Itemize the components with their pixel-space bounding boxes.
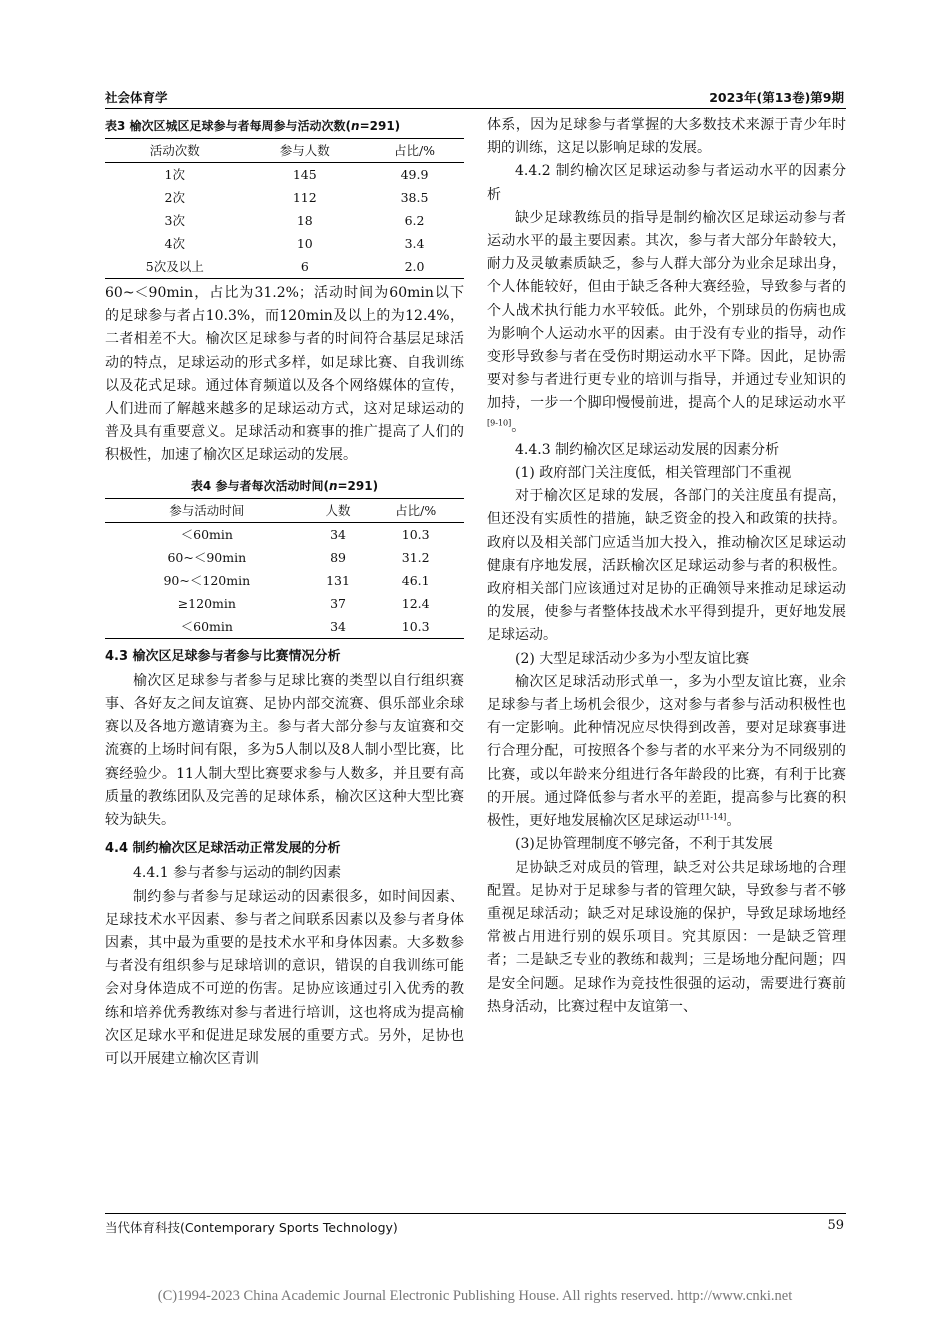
- table-cell: 38.5: [400, 190, 429, 205]
- issue-info: 2023年(第13卷)第9期: [709, 90, 844, 105]
- table-row: [105, 546, 464, 569]
- table-cell: 6.2: [404, 213, 425, 228]
- paragraph: 缺少足球教练员的指导是制约榆次区足球运动参与者运动水平的最主要因素。其次，参与者大部分年龄较大，耐力及灵敏素质缺乏，参与人群大部分为业余足球出身，个人体能较好，但由于缺乏各种大赛经验，导致参与者的个人战术执行能力水平较低。此外，个别球员的伤病也成为影响个人运动水平的因素。由于没有专业的指导，动作变形导致参与者在受伤时期运动水平下降。因此，足协需要对参与者进行更专业的培训与指导，并通过专业知识的加持，一步一个脚印慢慢前进，提高个人的足球运动水平[9-10]。: [487, 209, 846, 435]
- table-cell: 34: [330, 526, 346, 542]
- table-cell: 90~＜120min: [163, 572, 251, 588]
- table-cell: 89: [330, 549, 346, 565]
- table-cell: 145: [292, 167, 317, 182]
- table-cell: 60~＜90min: [167, 549, 247, 565]
- paragraph: 对于榆次区足球的发展，各部门的关注度虽有提高，但还没有实质性的措施，缺乏资金的投入和政策的扶持。政府以及相关部门应适当加大投入，推动榆次区足球运动健康有序地发展，活跃榆次区足球运动参与者的积极性。政府相关部门应该通过对足协的正确领导来推动足球运动的发展，使参与者整体技战术水平得到提升，更好地发展足球运动。: [487, 488, 846, 644]
- table-cell: ＜60min: [105, 615, 309, 639]
- table-cell: 46.1: [401, 572, 430, 588]
- right-column: [487, 114, 846, 1019]
- table3: [105, 138, 464, 279]
- table-row: [105, 209, 464, 232]
- table3-title: 表3 榆次区城区足球参与者每周参与活动次数(n=291): [105, 119, 401, 133]
- paragraph: 体系，因为足球参与者掌握的大多数技术来源于青少年时期的训练，这足以影响足球的发展。: [487, 117, 846, 157]
- page-number: 59: [827, 1218, 844, 1233]
- table-cell: 3次: [164, 213, 185, 228]
- table-cell: 31.2: [401, 549, 430, 565]
- table-header-row: [105, 498, 464, 522]
- table-cell: 4次: [164, 236, 185, 251]
- paragraph: 足协缺乏对成员的管理，缺乏对公共足球场地的合理配置。足协对于足球参与者的管理欠缺，导致参与者不够重视足球活动；缺乏对足球设施的保护，导致足球场地经常被占用进行别的娱乐项目。究其原因：一是缺乏管理者；二是缺乏专业的教练和裁判；三是场地分配问题；四是安全问题。足球作为竞技性很强的运动，需要进行赛前热身活动，比赛过程中友谊第一、: [487, 859, 846, 1015]
- table-row: [105, 255, 464, 279]
- table-cell: 37: [330, 595, 346, 611]
- table-cell: ＜60min: [180, 526, 233, 542]
- table-cell: 49.9: [400, 167, 429, 182]
- paragraph: 60~＜90min，占比为31.2%；活动时间为60min以下的足球参与者占10.3%，而120min及以上的为12.4%，二者相差不大。榆次区足球参与者的时间符合基层足球活动的特点，足球运动的形式多样，如足球比赛、自我训练以及花式足球。通过体育频道以及各个网络媒体的宣传，人们进而了解越来越多的足球运动方式，这对足球运动的普及具有重要意义。足球活动和赛事的推广提高了人们的积极性，加速了榆次区足球运动的发展。: [105, 285, 464, 464]
- footer-journal: 当代体育科技(Contemporary Sports Technology): [105, 1220, 398, 1235]
- section-heading-4-4: 4.4 制约榆次区足球活动正常发展的分析: [105, 841, 341, 857]
- table-header-cell: 参与人数: [245, 139, 365, 163]
- table4-title: 表4 参与者每次活动时间(n=291): [190, 478, 379, 493]
- table-cell: 5次及以上: [105, 255, 245, 279]
- left-column: [105, 114, 464, 1071]
- table-row: [105, 522, 464, 546]
- table-row: [105, 186, 464, 209]
- table-cell: 2.0: [365, 255, 464, 279]
- subsection-heading-4-4-1: 4.4.1 参与者参与运动的制约因素: [133, 865, 342, 882]
- table-header-row: [105, 139, 464, 163]
- paragraph: 制约参与者参与足球运动的因素很多，如时间因素、足球技术水平因素、参与者之间联系因素以及参与者身体因素，其中最为重要的是技术水平和身体因素。大多数参与者没有组织参与足球培训的意识，错误的自我训练可能会对身体造成不可逆的伤害。足协应该通过引入优秀的教练和培养优秀教练对参与者进行培训，这也将成为提高榆次区足球水平和促进足球发展的重要方式。另外，足协也可以开展建立榆次区青训: [105, 888, 464, 1068]
- table-header-cell: 参与活动时间: [105, 498, 309, 522]
- table-header-cell: 占比/%: [365, 139, 464, 163]
- table-row: [105, 163, 464, 187]
- table-cell: 112: [292, 190, 317, 205]
- table-cell: 10: [296, 236, 313, 251]
- paragraph: 榆次区足球参与者参与足球比赛的类型以自行组织赛事、各好友之间友谊赛、足协内部交流赛、俱乐部业余球赛以及各地方邀请赛为主。参与者大部分参与友谊赛和交流赛的上场时间有限，多为5人制以及8人制小型比赛，比赛经验少。11人制大型比赛要求参与人数多，并且要有高质量的教练团队及完善的足球体系，榆次区这种大型比赛较为缺失。: [105, 672, 464, 829]
- table-cell: ≥120min: [177, 595, 236, 611]
- table-cell: 18: [296, 213, 313, 228]
- table-header-cell: 活动次数: [105, 139, 245, 163]
- copyright-notice: (C)1994-2023 China Academic Journal Electronic Publishing House. All rights reserved. http://www.cnki.net: [157, 1288, 793, 1304]
- table-cell: 6: [245, 255, 365, 279]
- item-heading-1: (1) 政府部门关注度低，相关管理部门不重视: [515, 465, 792, 482]
- table-cell: 34: [309, 615, 368, 639]
- citation: [11-14]: [697, 812, 727, 822]
- subsection-heading-4-4-3: 4.4.3 制约榆次区足球运动发展的因素分析: [515, 441, 780, 458]
- table-cell: 131: [326, 572, 350, 588]
- paragraph: 榆次区足球活动形式单一，多为小型友谊比赛，业余足球参与者上场机会很少，这对参与者参与活动积极性也有一定影响。此种情况应尽快得到改善，要对足球赛事进行合理分配，可按照各个参与者的水平来分为不同级别的比赛，或以年龄来分组进行各年龄段的比赛，有利于比赛的开展。通过降低参与者水平的差距，提高参与比赛的积极性，更好地发展榆次区足球运动[11-14]。: [487, 673, 846, 830]
- subsection-heading-4-4-2: 4.4.2 制约榆次区足球运动参与者运动水平的因素分析: [487, 163, 846, 203]
- citation: [9-10]: [487, 417, 512, 427]
- table-row: [105, 569, 464, 592]
- table-row: [105, 232, 464, 255]
- table-cell: 10.3: [367, 615, 464, 639]
- table-cell: 10.3: [401, 526, 430, 542]
- footer-rule: [105, 1213, 846, 1214]
- section-heading-4-3: 4.3 榆次区足球参与者参与比赛情况分析: [105, 648, 341, 664]
- table-cell: 2次: [164, 190, 185, 205]
- item-heading-3: (3)足协管理制度不够完备，不利于其发展: [515, 836, 773, 853]
- journal-section-name: 社会体育学: [105, 90, 168, 105]
- item-heading-2: (2) 大型足球活动少多为小型友谊比赛: [515, 650, 750, 667]
- table-cell: 3.4: [404, 236, 425, 251]
- table-cell: 1次: [164, 167, 185, 182]
- table-header-cell: 人数: [309, 498, 368, 522]
- table-row: [105, 592, 464, 615]
- table-header-cell: 占比/%: [367, 498, 464, 522]
- table-row: [105, 615, 464, 639]
- header-rule: [105, 108, 846, 109]
- table4: [105, 498, 464, 639]
- table-cell: 12.4: [401, 595, 430, 611]
